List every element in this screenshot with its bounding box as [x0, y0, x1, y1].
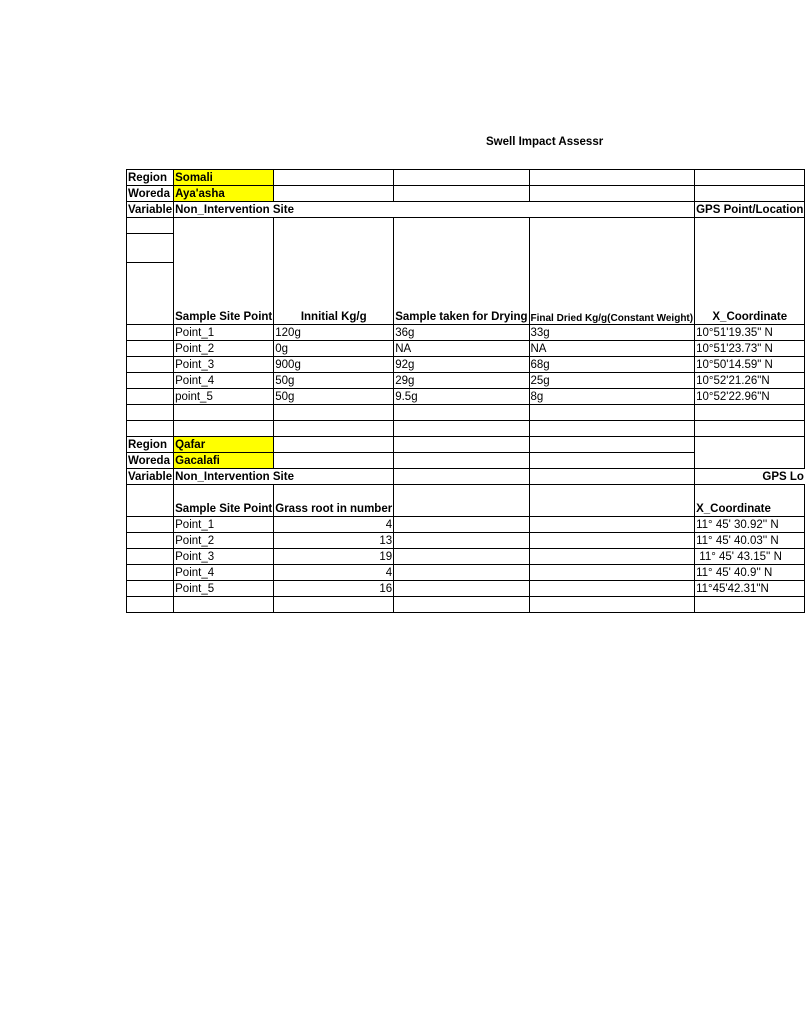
empty-cell[interactable] — [394, 517, 529, 533]
x-coordinate-cell[interactable]: 10°52'21.26"N — [695, 373, 805, 389]
final-cell[interactable]: 25g — [529, 373, 695, 389]
empty-cell[interactable] — [529, 485, 695, 517]
table-row — [127, 549, 805, 565]
empty-cell[interactable] — [127, 581, 174, 597]
empty-cell[interactable] — [529, 453, 695, 469]
header-row — [127, 218, 805, 234]
empty-cell[interactable] — [127, 341, 174, 357]
empty-row — [127, 405, 805, 421]
initial-cell[interactable]: 0g — [274, 341, 394, 357]
empty-cell[interactable] — [394, 405, 529, 421]
region-label: Region — [127, 170, 174, 186]
grass-cell[interactable]: 13 — [274, 533, 394, 549]
empty-cell[interactable] — [274, 170, 394, 186]
grass-cell[interactable]: 4 — [274, 517, 394, 533]
woreda-value[interactable]: Aya'asha — [174, 186, 274, 202]
taken-cell[interactable]: 9.5g — [394, 389, 529, 405]
empty-cell[interactable] — [394, 453, 529, 469]
empty-cell[interactable] — [394, 565, 529, 581]
empty-cell[interactable] — [127, 263, 174, 325]
empty-cell[interactable] — [394, 421, 529, 437]
variable-row — [127, 202, 805, 218]
site-cell[interactable]: Point_1 — [174, 517, 274, 533]
final-cell[interactable]: 68g — [529, 357, 695, 373]
empty-cell[interactable] — [127, 533, 174, 549]
table-row — [127, 517, 805, 533]
header-sample-site: Sample Site Point — [174, 218, 274, 325]
x-coordinate-cell[interactable]: 10°51'23.73" N — [695, 341, 805, 357]
site-cell[interactable]: Point_5 — [174, 581, 274, 597]
empty-cell[interactable] — [529, 170, 695, 186]
empty-cell[interactable] — [394, 437, 529, 453]
final-cell[interactable]: 8g — [529, 389, 695, 405]
initial-cell[interactable]: 120g — [274, 325, 394, 341]
empty-cell[interactable] — [529, 533, 695, 549]
page-title: Swell Impact Assessr — [486, 136, 604, 148]
empty-cell[interactable] — [529, 405, 695, 421]
header-final-dried: Final Dried Kg/g(Constant Weight) — [529, 218, 695, 325]
x-coordinate-cell[interactable]: 10°52'22.96"N — [695, 389, 805, 405]
region-value[interactable]: Somali — [174, 170, 274, 186]
header-initial: Innitial Kg/g — [274, 218, 394, 325]
site-cell[interactable]: Point_3 — [174, 357, 274, 373]
empty-cell[interactable] — [127, 421, 174, 437]
empty-cell[interactable] — [394, 597, 529, 613]
taken-cell[interactable]: 92g — [394, 357, 529, 373]
header-sample-taken: Sample taken for Drying — [394, 218, 529, 325]
taken-cell[interactable]: 29g — [394, 373, 529, 389]
woreda-value[interactable]: Gacalafi — [174, 453, 274, 469]
table-row — [127, 357, 805, 373]
grass-cell[interactable]: 16 — [274, 581, 394, 597]
empty-cell[interactable] — [695, 170, 805, 186]
site-cell[interactable]: Point_3 — [174, 549, 274, 565]
region-row — [127, 170, 805, 186]
x-coordinate-cell[interactable]: 11° 45' 40.9'' N — [695, 565, 805, 581]
site-cell[interactable]: Point_4 — [174, 565, 274, 581]
empty-cell[interactable] — [529, 437, 695, 453]
empty-cell[interactable] — [274, 421, 394, 437]
empty-row — [127, 421, 805, 437]
empty-cell[interactable] — [529, 597, 695, 613]
x-coordinate-cell[interactable]: 11° 45' 43.15'' N — [695, 549, 805, 565]
empty-cell[interactable] — [174, 421, 274, 437]
empty-cell[interactable] — [274, 453, 394, 469]
blank-area — [695, 437, 805, 469]
empty-cell[interactable] — [695, 597, 805, 613]
data-table — [126, 169, 805, 613]
empty-cell[interactable] — [529, 549, 695, 565]
table-row — [127, 533, 805, 549]
empty-cell[interactable] — [394, 186, 529, 202]
empty-cell[interactable] — [127, 373, 174, 389]
empty-cell[interactable] — [127, 234, 174, 263]
table-row — [127, 325, 805, 341]
empty-cell[interactable] — [274, 597, 394, 613]
empty-cell[interactable] — [529, 469, 695, 485]
empty-cell[interactable] — [695, 421, 805, 437]
empty-cell[interactable] — [127, 597, 174, 613]
initial-cell[interactable]: 50g — [274, 389, 394, 405]
empty-cell[interactable] — [127, 485, 174, 517]
gps-label: GPS Lo — [695, 469, 805, 485]
woreda-row — [127, 186, 805, 202]
variable-value[interactable]: Non_Intervention Site — [174, 202, 695, 218]
x-coordinate-cell[interactable]: 11° 45' 30.92'' N — [695, 517, 805, 533]
gps-label: GPS Point/Location — [695, 202, 805, 218]
empty-cell[interactable] — [127, 325, 174, 341]
final-cell[interactable]: 33g — [529, 325, 695, 341]
initial-cell[interactable]: 50g — [274, 373, 394, 389]
x-coordinate-cell[interactable]: 10°50'14.59" N — [695, 357, 805, 373]
empty-cell[interactable] — [394, 533, 529, 549]
grass-cell[interactable]: 4 — [274, 565, 394, 581]
empty-cell[interactable] — [394, 581, 529, 597]
site-cell[interactable]: Point_2 — [174, 341, 274, 357]
header-sample-site: Sample Site Point — [174, 485, 274, 517]
empty-cell[interactable] — [127, 549, 174, 565]
header-row — [127, 485, 805, 517]
empty-cell[interactable] — [127, 218, 174, 234]
variable-value[interactable]: Non_Intervention Site — [174, 469, 394, 485]
empty-cell[interactable] — [127, 565, 174, 581]
region-label: Region — [127, 437, 174, 453]
empty-cell[interactable] — [127, 405, 174, 421]
variable-label: Variable — [127, 469, 174, 485]
empty-cell[interactable] — [174, 597, 274, 613]
x-coordinate-cell[interactable]: 11°45'42.31"N — [695, 581, 805, 597]
site-cell[interactable]: Point_1 — [174, 325, 274, 341]
empty-cell[interactable] — [274, 405, 394, 421]
x-coordinate-cell[interactable]: 11° 45' 40.03'' N — [695, 533, 805, 549]
empty-cell[interactable] — [394, 549, 529, 565]
empty-cell[interactable] — [127, 517, 174, 533]
empty-cell[interactable] — [529, 421, 695, 437]
final-cell[interactable]: NA — [529, 341, 695, 357]
header-x-coordinate: X_Coordinate — [695, 218, 805, 325]
empty-cell[interactable] — [174, 405, 274, 421]
header-grass-root: Grass root in number — [274, 485, 394, 517]
taken-cell[interactable]: NA — [394, 341, 529, 357]
empty-cell[interactable] — [529, 565, 695, 581]
x-coordinate-cell[interactable]: 10°51'19.35" N — [695, 325, 805, 341]
spreadsheet-area — [126, 169, 804, 669]
site-cell[interactable]: Point_2 — [174, 533, 274, 549]
empty-cell[interactable] — [394, 170, 529, 186]
woreda-label: Woreda — [127, 453, 174, 469]
empty-cell[interactable] — [274, 186, 394, 202]
empty-cell[interactable] — [127, 389, 174, 405]
grass-cell[interactable]: 19 — [274, 549, 394, 565]
empty-cell[interactable] — [127, 357, 174, 373]
empty-cell[interactable] — [274, 437, 394, 453]
empty-cell[interactable] — [695, 186, 805, 202]
empty-cell[interactable] — [695, 405, 805, 421]
table-row — [127, 373, 805, 389]
empty-row — [127, 597, 805, 613]
site-cell[interactable]: Point_4 — [174, 373, 274, 389]
variable-label: Variable — [127, 202, 174, 218]
table-row — [127, 389, 805, 405]
region-row — [127, 437, 805, 453]
empty-cell[interactable] — [394, 485, 529, 517]
table-row — [127, 341, 805, 357]
initial-cell[interactable]: 900g — [274, 357, 394, 373]
table-row — [127, 565, 805, 581]
empty-cell[interactable] — [529, 517, 695, 533]
header-x-coordinate: X_Coordinate — [695, 485, 805, 517]
table-row — [127, 581, 805, 597]
variable-row — [127, 469, 805, 485]
woreda-label: Woreda — [127, 186, 174, 202]
empty-cell[interactable] — [529, 186, 695, 202]
region-value[interactable]: Qafar — [174, 437, 274, 453]
site-cell[interactable]: point_5 — [174, 389, 274, 405]
empty-cell[interactable] — [529, 581, 695, 597]
taken-cell[interactable]: 36g — [394, 325, 529, 341]
empty-cell[interactable] — [394, 469, 529, 485]
